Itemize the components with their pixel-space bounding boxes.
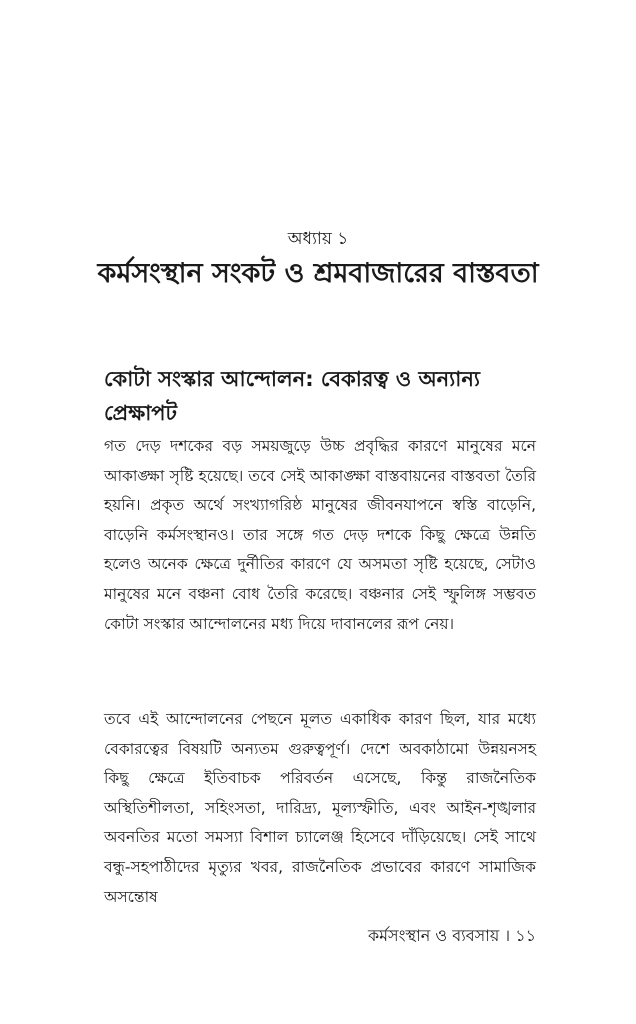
section-heading: কোটা সংস্কার আন্দোলন: বেকারত্ব ও অন্যান্য প্রেক্ষাপট (104, 367, 480, 425)
running-title: কর্মসংস্থান ও ব্যবসায় (367, 926, 500, 945)
body-paragraph-2: তবে এই আন্দোলনের পেছনে মূলত একাধিক কারণ ছিল, যার মধ্যে বেকারত্বের বিষয়টি অন্যতম গুরুত্বপূর্ণ। দেশে অবকাঠামো উন্নয়নসহ কিছু ক্ষেত্রে ইতিবাচক পরিবর্তন এসেছে, কিন্তু রাজনৈতিক অস্থিতিশীলতা, সহিংসতা, দারিদ্র্য, মূল্যস্ফীতি, এবং আইন-শৃঙ্খলার অবনতির মতো সমস্যা বিশাল চ্যালেঞ্জ হিসেবে দাঁড়িয়েছে। সেই সাথে বন্ধু-সহপাঠীদের মৃত্যুর খবর, রাজনৈতিক প্রভাবের কারণে সামাজিক অসন্তোষ (104, 710, 536, 906)
body-paragraph-1: গত দেড় দশকের বড় সময়জুড়ে উচ্চ প্রবৃদ্ধির কারণে মানুষের মনে আকাঙ্ক্ষা সৃষ্টি হয়েছে। তবে সেই আকাঙ্ক্ষা বাস্তবায়নের বাস্তবতা তৈরি হয়নি। প্রকৃত অর্থে সংখ্যাগরিষ্ঠ মানুষের জীবনযাপনে স্বস্তি বাড়েনি, বাড়েনি কর্মসংস্থানও। তার সঙ্গে গত দেড় দশকে কিছু ক্ষেত্রে উন্নতি হলেও অনেক ক্ষেত্রে দুর্নীতির কারণে যে অসমতা সৃষ্টি হয়েছে, সেটাও মানুষের মনে বঞ্চনা বোধ তৈরি করেছে। বঞ্চনার সেই স্ফুলিঙ্গ সম্ভবত কোটা সংস্কার আন্দোলনের মধ্য দিয়ে দাবানলের রূপ নেয়। (104, 437, 536, 633)
chapter-title: কর্মসংস্থান সংকট ও শ্রমবাজারের বাস্তবতা (97, 258, 539, 289)
footer-separator: । (504, 926, 511, 945)
page-number: ১১ (515, 926, 536, 945)
chapter-label: অধ্যায় ১ (287, 229, 349, 249)
page-footer (368, 925, 536, 947)
